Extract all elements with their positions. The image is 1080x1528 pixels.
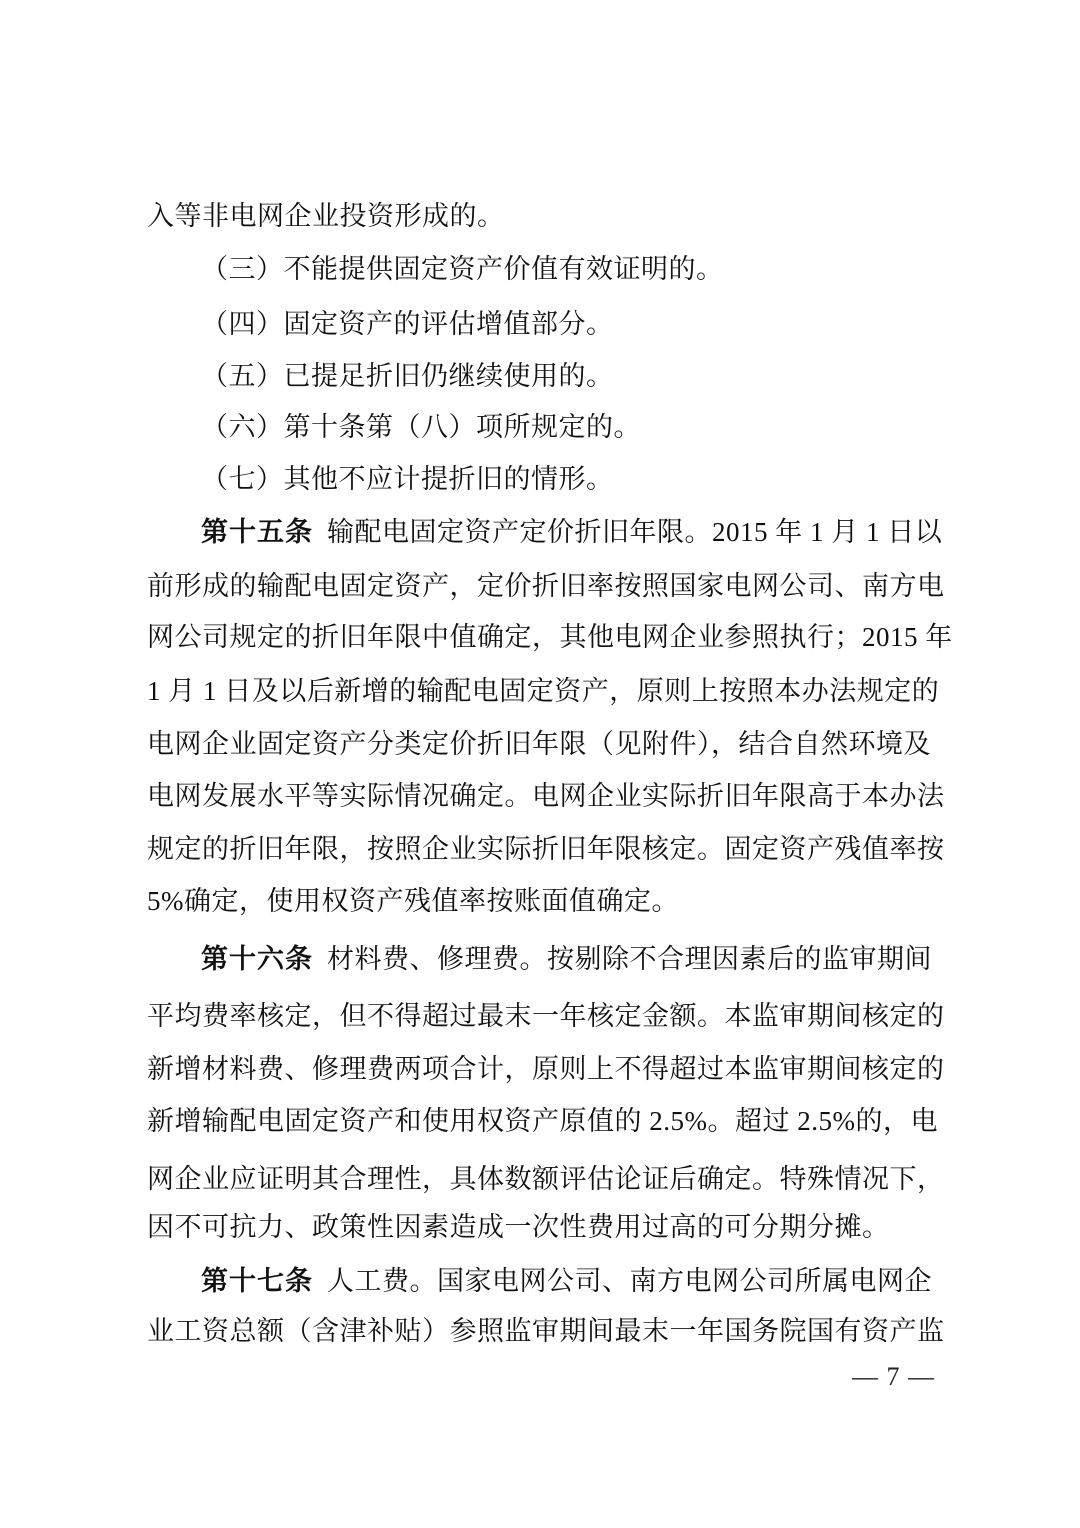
article-16-line-1: [147, 939, 1001, 979]
clause-item-6: （六）第十条第（八）项所规定的。: [201, 412, 641, 442]
article-15-line-3: 网公司规定的折旧年限中值确定，其他电网企业参照执行；2015 年: [147, 622, 953, 652]
article-15-line-7: 规定的折旧年限，按照企业实际折旧年限核定。固定资产残值率按: [147, 834, 945, 864]
article-16-line-2: 平均费率核定，但不得超过最末一年核定金额。本监审期间核定的: [147, 1001, 945, 1031]
article-16-line-5: 网企业应证明其合理性，具体数额评估论证后确定。特殊情况下，: [147, 1164, 945, 1194]
clause-item-4: （四）固定资产的评估增值部分。: [201, 309, 614, 339]
article-16-line-4: 新增输配电固定资产和使用权资产原值的 2.5%。超过 2.5%的，电: [147, 1106, 938, 1136]
article-16-number: 第十六条: [201, 944, 313, 974]
article-17-number: 第十七条: [201, 1266, 313, 1296]
article-17-line-2: 业工资总额（含津补贴）参照监审期间最末一年国务院国有资产监: [147, 1316, 945, 1346]
article-16-line-6: 因不可抗力、政策性因素造成一次性费用过高的可分期分摊。: [147, 1212, 890, 1242]
clause-item-5: （五）已提足折旧仍继续使用的。: [201, 361, 614, 391]
article-17-text: 人工费。国家电网公司、南方电网公司所属电网企: [327, 1266, 932, 1296]
article-15-line-4: 1 月 1 日及以后新增的输配电固定资产，原则上按照本办法规定的: [147, 676, 940, 706]
paragraph-continuation-line: 入等非电网企业投资形成的。: [147, 201, 505, 231]
article-15-line-2: 前形成的输配电固定资产，定价折旧率按照国家电网公司、南方电: [147, 571, 945, 601]
clause-item-3: （三）不能提供固定资产价值有效证明的。: [201, 254, 724, 284]
clause-item-7: （七）其他不应计提折旧的情形。: [201, 464, 614, 494]
article-15-line-8: 5%确定，使用权资产残值率按账面值确定。: [147, 886, 679, 916]
article-15-text: 输配电固定资产定价折旧年限。2015 年 1 月 1 日以: [327, 517, 943, 547]
article-17-line-1: [147, 1261, 1001, 1301]
article-16-text: 材料费、修理费。按剔除不合理因素后的监审期间: [327, 944, 932, 974]
article-15-line-5: 电网企业固定资产分类定价折旧年限（见附件），结合自然环境及: [147, 729, 931, 759]
page-number: — 7 —: [852, 1362, 935, 1391]
article-15-line-6: 电网发展水平等实际情况确定。电网企业实际折旧年限高于本办法: [147, 781, 945, 811]
article-15-line-1: [147, 512, 1001, 552]
article-15-number: 第十五条: [201, 517, 313, 547]
article-16-line-3: 新增材料费、修理费两项合计，原则上不得超过本监审期间核定的: [147, 1054, 945, 1084]
